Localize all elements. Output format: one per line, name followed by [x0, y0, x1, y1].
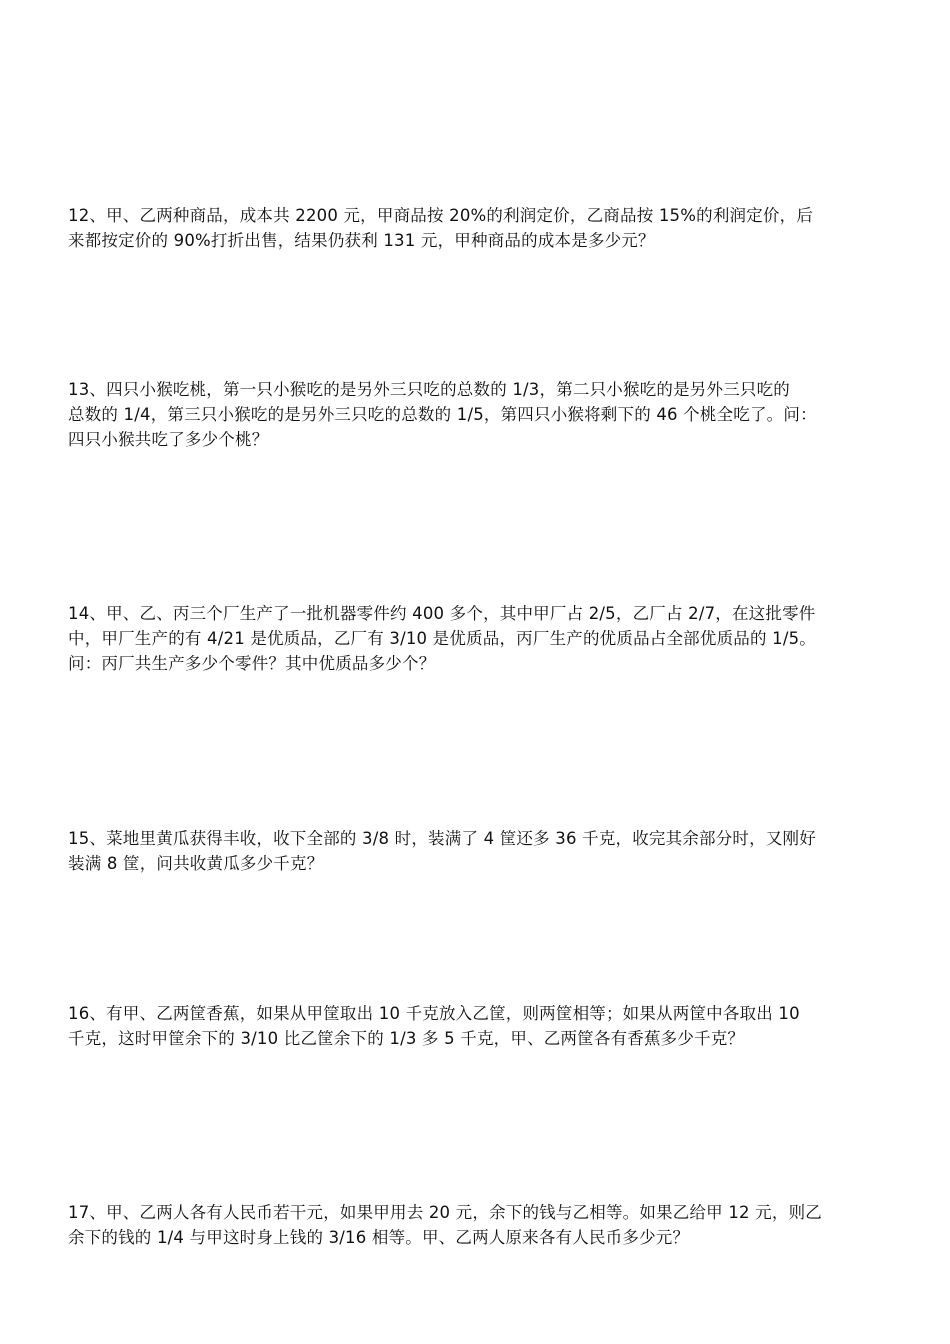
problem-16-line-1: 16、有甲、乙两筐香蕉，如果从甲筐取出 10 千克放入乙筐，则两筐相等；如果从两筐中各取出 10: [68, 1004, 800, 1023]
problem-15-line-1: 15、菜地里黄瓜获得丰收，收下全部的 3/8 时，装满了 4 筐还多 36 千克，收完其余部分时，又刚好: [68, 829, 816, 848]
problem-17: [68, 1200, 898, 1250]
problem-12-line-1: 12、甲、乙两种商品，成本共 2200 元，甲商品按 20%的利润定价，乙商品按 15%的利润定价，后: [68, 206, 814, 225]
problem-13-line-1: 13、四只小猴吃桃，第一只小猴吃的是另外三只吃的总数的 1/3，第二只小猴吃的是另外三只吃的: [68, 380, 790, 399]
problem-13-line-3: 四只小猴共吃了多少个桃？: [68, 430, 269, 449]
problem-14: [68, 601, 898, 676]
problem-16-line-2: 千克，这时甲筐余下的 3/10 比乙筐余下的 1/3 多 5 千克，甲、乙两筐各有香蕉多少千克？: [68, 1029, 745, 1048]
problem-13: [68, 377, 898, 452]
problem-15: [68, 826, 898, 876]
problem-16: [68, 1001, 898, 1051]
problem-12: [68, 203, 898, 253]
problem-17-line-1: 17、甲、乙两人各有人民币若干元，如果甲用去 20 元，余下的钱与乙相等。如果乙给甲 12 元，则乙: [68, 1203, 822, 1222]
problem-17-line-2: 余下的钱的 1/4 与甲这时身上钱的 3/16 相等。甲、乙两人原来各有人民币多少元？: [68, 1228, 690, 1247]
problem-15-line-2: 装满 8 筐，问共收黄瓜多少千克？: [68, 854, 324, 873]
problem-14-line-2: 中，甲厂生产的有 4/21 是优质品，乙厂有 3/10 是优质品，丙厂生产的优质品占全部优质品的 1/5。: [68, 629, 816, 648]
problem-14-line-3: 问：丙厂共生产多少个零件？其中优质品多少个？: [68, 654, 436, 673]
problem-13-line-2: 总数的 1/4，第三只小猴吃的是另外三只吃的总数的 1/5，第四只小猴将剩下的 46 个桃全吃了。问：: [68, 405, 817, 424]
problem-12-line-2: 来都按定价的 90%打折出售，结果仍获利 131 元，甲种商品的成本是多少元？: [68, 231, 655, 250]
problem-14-line-1: 14、甲、乙、丙三个厂生产了一批机器零件约 400 多个，其中甲厂占 2/5，乙厂占 2/7，在这批零件: [68, 604, 816, 623]
